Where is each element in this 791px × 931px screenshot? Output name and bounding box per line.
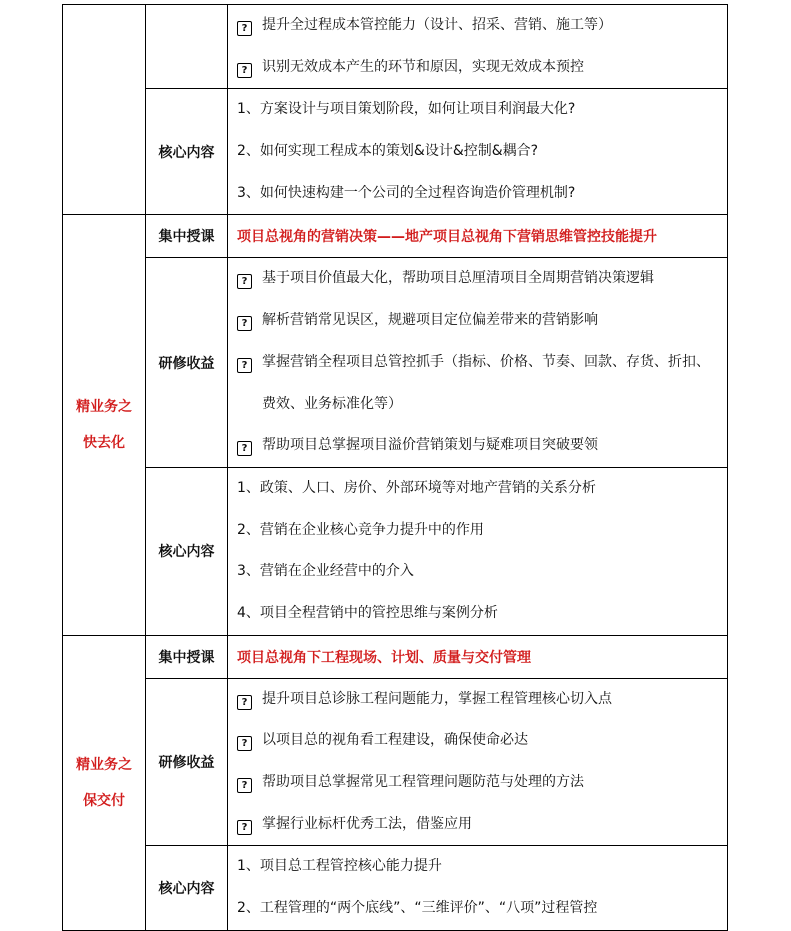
list-item: 3、如何快速构建一个公司的全过程咨询造价管理机制? xyxy=(237,184,576,201)
list-item: ? 提升全过程成本管控能力（设计、招采、营销、施工等） xyxy=(237,5,727,47)
core-content-list xyxy=(228,467,728,635)
section-name-sales: 精业务之 快去化 xyxy=(63,215,146,635)
core-content-label: 核心内容 xyxy=(146,89,228,215)
question-box-icon: ? xyxy=(237,274,252,289)
list-item: ? 提升项目总诊脉工程问题能力，掌握工程管理核心切入点 xyxy=(237,679,727,721)
curriculum-table xyxy=(62,4,728,931)
list-item: ? 帮助项目总掌握常见工程管理问题防范与处理的方法 xyxy=(237,762,727,804)
core-content-list xyxy=(228,89,728,215)
question-box-icon: ? xyxy=(237,63,252,78)
lecture-title: 项目总视角的营销决策——地产项目总视角下营销思维管控技能提升 xyxy=(228,215,728,258)
core-content-label: 核心内容 xyxy=(146,846,228,930)
list-item-continuation: 费效、业务标准化等） xyxy=(262,395,402,412)
list-item: 2、工程管理的“两个底线”、“三维评价”、“八项”过程管控 xyxy=(237,900,598,917)
list-item: ? 帮助项目总掌握项目溢价营销策划与疑难项目突破要领 xyxy=(237,425,727,467)
core-content-label: 核心内容 xyxy=(146,467,228,635)
lecture-title: 项目总视角下工程现场、计划、质量与交付管理 xyxy=(228,635,728,678)
core-content-list xyxy=(228,846,728,930)
list-item: 2、如何实现工程成本的策划&设计&控制&耦合? xyxy=(237,143,539,160)
list-item: ? 识别无效成本产生的环节和原因，实现无效成本预控 xyxy=(237,47,727,89)
question-box-icon: ? xyxy=(237,21,252,36)
question-box-icon: ? xyxy=(237,820,252,835)
list-item: ? 基于项目价值最大化，帮助项目总厘清项目全周期营销决策逻辑 xyxy=(237,258,727,300)
benefit-label-cell xyxy=(146,5,228,89)
lecture-label: 集中授课 xyxy=(146,215,228,258)
list-item: ? 解析营销常见误区，规避项目定位偏差带来的营销影响 xyxy=(237,300,727,342)
list-item: ? 掌握营销全程项目总管控抓手（指标、价格、节奏、回款、存货、折扣、 xyxy=(237,342,727,384)
list-item: 2、营销在企业核心竞争力提升中的作用 xyxy=(237,521,484,538)
list-item: 4、项目全程营销中的管控思维与案例分析 xyxy=(237,604,498,621)
list-item: 1、项目总工程管控核心能力提升 xyxy=(237,858,442,875)
question-box-icon: ? xyxy=(237,736,252,751)
list-item: ? 以项目总的视角看工程建设，确保使命必达 xyxy=(237,720,727,762)
lecture-label: 集中授课 xyxy=(146,635,228,678)
list-item: ? 掌握行业标杆优秀工法，借鉴应用 xyxy=(237,804,727,846)
benefit-list xyxy=(228,258,728,467)
list-item: 1、政策、人口、房价、外部环境等对地产营销的关系分析 xyxy=(237,479,596,496)
question-box-icon: ? xyxy=(237,695,252,710)
section-cell-empty xyxy=(63,5,146,215)
benefit-list xyxy=(228,5,728,89)
benefit-label: 研修收益 xyxy=(146,678,228,846)
benefit-list xyxy=(228,678,728,846)
list-item: 1、方案设计与项目策划阶段，如何让项目利润最大化? xyxy=(237,101,576,118)
question-box-icon: ? xyxy=(237,358,252,373)
question-box-icon: ? xyxy=(237,778,252,793)
benefit-label: 研修收益 xyxy=(146,258,228,467)
list-item: 3、营销在企业经营中的介入 xyxy=(237,563,414,580)
question-box-icon: ? xyxy=(237,441,252,456)
question-box-icon: ? xyxy=(237,316,252,331)
section-name-delivery: 精业务之 保交付 xyxy=(63,635,146,930)
